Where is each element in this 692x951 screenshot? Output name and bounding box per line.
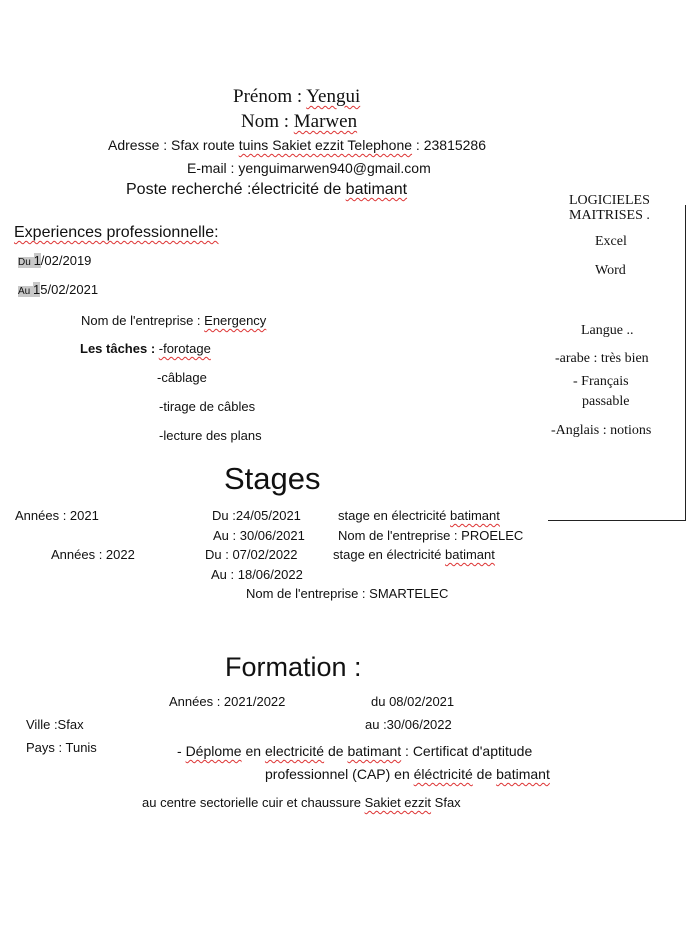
stage-entreprise-1: Nom de l'entreprise : PROELEC — [338, 528, 524, 543]
diplome-text-3: : Certificat d'aptitude — [401, 743, 533, 759]
stage-desc-2-prefix: stage en électricité — [333, 547, 446, 562]
prenom-label: Prénom : — [233, 86, 307, 107]
taches-label: Les tâches : — [80, 341, 159, 356]
langue-title: Langue .. — [581, 323, 634, 338]
cap-text-1: de — [472, 766, 497, 782]
experience-entreprise — [81, 313, 266, 328]
formation-title: Formation : — [225, 652, 362, 682]
entreprise-label: Nom de l'entreprise : — [81, 313, 205, 328]
formation-du: du 08/02/2021 — [371, 694, 455, 709]
diplome-word-1: Déplome — [185, 743, 242, 759]
adresse-suffix: : 23815286 — [412, 137, 487, 153]
stage-desc-2-word: batimant — [445, 547, 495, 562]
prenom-value: Yengui — [306, 86, 361, 107]
adresse-line — [108, 137, 486, 153]
stage-au-2: Au : 18/06/2022 — [211, 567, 303, 582]
tache-tirage: -tirage de câbles — [159, 399, 256, 414]
email-line: E-mail : yenguimarwen940@gmail.com — [187, 160, 431, 176]
centre-suffix: Sfax — [431, 795, 461, 810]
adresse-prefix: Adresse : Sfax route — [108, 137, 239, 153]
taches-line — [80, 341, 211, 356]
stage-du-1: Du :24/05/2021 — [212, 508, 301, 523]
experience-au — [18, 282, 98, 297]
language-anglais: -Anglais : notions — [551, 423, 652, 438]
cap-prefix: professionnel (CAP) en — [265, 766, 414, 782]
au-date-highlight: 1 — [33, 282, 41, 297]
logiciels-title-1: LOGICIELES — [569, 193, 650, 208]
software-excel: Excel — [595, 234, 627, 249]
prenom-line — [233, 86, 360, 108]
experience-title: Experiences professionnelle: — [14, 224, 219, 241]
diplome-word-3: batimant — [347, 743, 402, 759]
formation-annees: Années : 2021/2022 — [169, 694, 286, 709]
diplome-text-2: de — [324, 743, 348, 759]
cap-word-1: éléctricité — [413, 766, 473, 782]
stage-du-2: Du : 07/02/2022 — [205, 547, 298, 562]
tache-forotage: -forotage — [158, 341, 211, 356]
stage-desc-1-prefix: stage en électricité — [338, 508, 451, 523]
nom-value: Marwen — [293, 111, 358, 132]
cap-word-2: batimant — [496, 766, 550, 782]
entreprise-name: Energency — [204, 313, 267, 328]
nom-line — [241, 111, 357, 133]
poste-word: batimant — [345, 181, 408, 198]
formation-ville: Ville :Sfax — [26, 717, 84, 732]
stage-desc-1 — [338, 508, 500, 523]
stage-au-1: Au : 30/06/2021 — [213, 528, 305, 543]
adresse-words: tuins Sakiet ezzit Telephone — [238, 137, 413, 153]
tache-lecture: -lecture des plans — [159, 428, 262, 443]
poste-line — [126, 181, 407, 199]
poste-prefix: Poste recherché :électricité de — [126, 181, 346, 198]
formation-pays: Pays : Tunis — [26, 740, 97, 755]
au-date: 5/02/2021 — [40, 282, 99, 297]
au-label: Au — [18, 286, 34, 297]
du-date-highlight: 1 — [33, 253, 41, 268]
experience-du — [18, 253, 91, 268]
formation-cap — [265, 766, 550, 782]
du-date: /02/2019 — [40, 253, 92, 268]
stage-desc-2 — [333, 547, 495, 562]
diplome-word-2: electricité — [264, 743, 325, 759]
nom-label: Nom : — [241, 111, 294, 132]
diplome-dash: - — [177, 743, 186, 759]
language-francais-level: passable — [582, 394, 630, 409]
sidebar-border-right — [685, 205, 686, 521]
stages-title: Stages — [224, 461, 321, 496]
stage-entreprise-2: Nom de l'entreprise : SMARTELEC — [246, 586, 449, 601]
centre-words: Sakiet ezzit — [364, 795, 432, 810]
stage-annees-2022: Années : 2022 — [51, 547, 135, 562]
language-francais: - Français — [573, 374, 629, 389]
tache-cablage: -câblage — [157, 370, 207, 385]
centre-prefix: au centre sectorielle cuir et chaussure — [142, 795, 365, 810]
stage-annees-2021: Années : 2021 — [15, 508, 99, 523]
language-arabe: -arabe : très bien — [555, 351, 649, 366]
du-label: Du — [18, 257, 34, 268]
diplome-text-1: en — [241, 743, 265, 759]
formation-diplome — [177, 743, 532, 759]
software-word: Word — [595, 263, 626, 278]
stage-desc-1-word: batimant — [450, 508, 500, 523]
formation-centre — [142, 795, 461, 810]
logiciels-title-2: MAITRISES . — [569, 208, 650, 223]
formation-au: au :30/06/2022 — [365, 717, 452, 732]
sidebar-border-bottom — [548, 520, 686, 521]
